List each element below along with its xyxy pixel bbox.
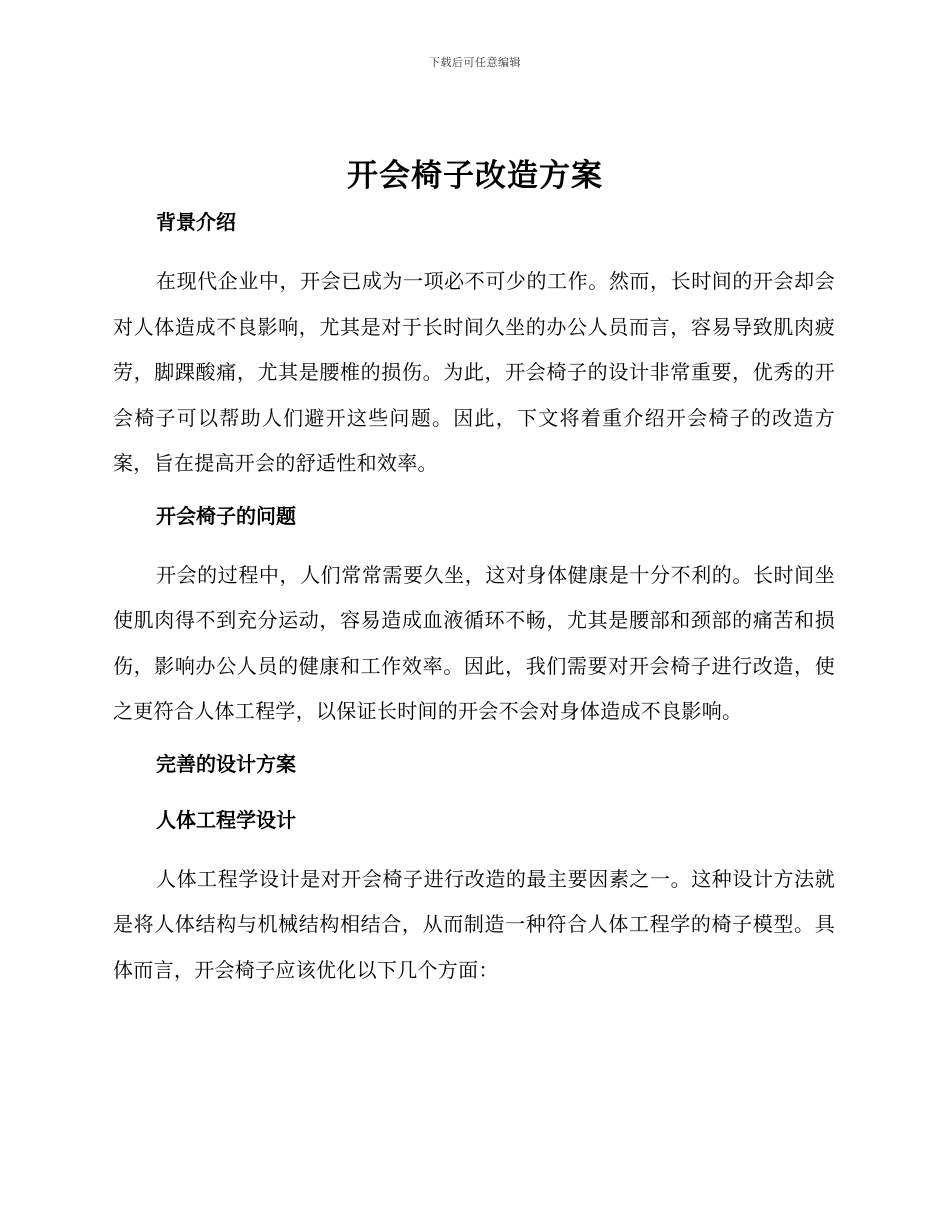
section-paragraph: 人体工程学设计是对开会椅子进行改造的最主要因素之一。这种设计方法就是将人体结构与机械结构相结合，从而制造一种符合人体工程学的椅子模型。具体而言，开会椅子应该优化以下几个方面： bbox=[113, 866, 835, 982]
section-background bbox=[113, 203, 835, 487]
section-heading: 开会椅子的问题 bbox=[156, 503, 296, 528]
document-body bbox=[113, 203, 835, 1003]
section-heading: 背景介绍 bbox=[156, 210, 236, 234]
section-paragraph: 在现代企业中，开会已成为一项必不可少的工作。然而，长时间的开会却会对人体造成不良影响，尤其是对于长时间久坐的办公人员而言，容易导致肌肉疲劳，脚踝酸痛，尤其是腰椎的损伤。为此，开会椅子的设计非常重要，优秀的开会椅子可以帮助人们避开这些问题。因此，下文将着重介绍开会椅子的改造方案，旨在提高开会的舒适性和效率。 bbox=[113, 269, 835, 475]
section-design-plan bbox=[113, 745, 835, 783]
section-paragraph: 开会的过程中，人们常常需要久坐，这对身体健康是十分不利的。长时间坐使肌肉得不到充分运动，容易造成血液循环不畅，尤其是腰部和颈部的痛苦和损伤，影响办公人员的健康和工作效率。因此，我们需要对开会椅子进行改造，使之更符合人体工程学，以保证长时间的开会不会对身体造成不良影响。 bbox=[113, 562, 835, 723]
document-title: 开会椅子改造方案 bbox=[347, 158, 603, 194]
section-heading: 人体工程学设计 bbox=[156, 807, 296, 832]
section-ergonomic-design bbox=[113, 801, 835, 994]
section-chair-problems bbox=[113, 497, 835, 735]
section-heading: 完善的设计方案 bbox=[156, 751, 296, 776]
page-header-note: 下载后可任意编辑 bbox=[429, 56, 521, 69]
